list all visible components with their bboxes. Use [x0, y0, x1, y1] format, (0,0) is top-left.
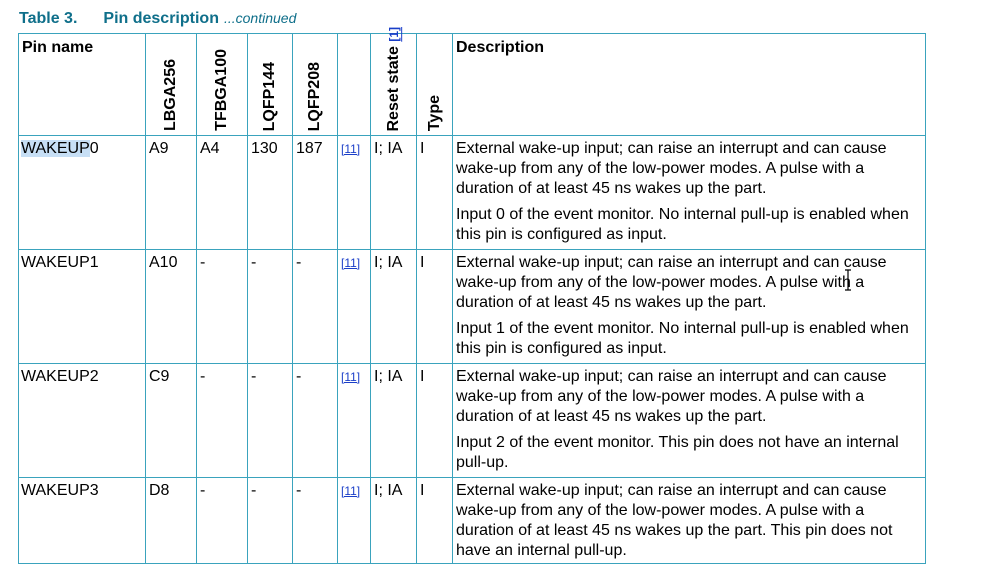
lbga256-cell: A10 [146, 250, 197, 364]
reset-state-cell: I; IA [371, 364, 417, 478]
table-row [19, 478, 926, 564]
lbga256-cell: D8 [146, 478, 197, 564]
header-reset-state-label: Reset state [384, 45, 402, 131]
header-pin-name: Pin name [19, 34, 146, 136]
type-cell: I [417, 250, 453, 364]
lqfp208-cell: 187 [293, 136, 338, 250]
footnote-link[interactable]: [11] [341, 484, 361, 498]
type-cell: I [417, 478, 453, 564]
table-title: Pin description [103, 10, 219, 27]
header-lqfp144-label: LQFP144 [261, 61, 278, 131]
header-type-label: Type [425, 94, 443, 131]
pin-name-cell [19, 136, 146, 250]
description-cell [453, 364, 926, 478]
ref-cell [338, 136, 371, 250]
description-paragraph: Input 1 of the event monitor. No internal pull-up is enabled when this pin is configured as input. [456, 320, 909, 357]
header-reset-state [371, 26, 417, 136]
header-tfbga100 [197, 34, 248, 136]
description-paragraph: External wake-up input; can raise an interrupt and can cause wake-up from any of the low-power modes. A pulse with a duration of at least 45 ns wakes up the part. [456, 254, 887, 311]
lqfp144-cell: - [248, 478, 293, 564]
description-cell [453, 136, 926, 250]
lbga256-cell: A9 [146, 136, 197, 250]
description-paragraph: External wake-up input; can raise an interrupt and can cause wake-up from any of the low-power modes. A pulse with a duration of at least 45 ns wakes up the part. [456, 368, 887, 425]
description-paragraph: External wake-up input; can raise an interrupt and can cause wake-up from any of the low-power modes. A pulse with a duration of at least 45 ns wakes up the part. This pin does not have an internal pull-up. [456, 482, 893, 559]
tfbga100-cell: - [197, 478, 248, 564]
table-number: Table 3. [19, 10, 78, 27]
pin-description-table [18, 26, 926, 564]
description-paragraph: Input 2 of the event monitor. This pin does not have an internal pull-up. [456, 434, 899, 471]
header-row [19, 34, 926, 136]
reset-state-cell: I; IA [371, 478, 417, 564]
ref-cell [338, 364, 371, 478]
description-cell [453, 250, 926, 364]
table-caption [19, 10, 296, 28]
description-cell [453, 478, 926, 564]
continued-label: ...continued [223, 10, 297, 26]
ref-cell [338, 478, 371, 564]
type-cell: I [417, 136, 453, 250]
tfbga100-cell: A4 [197, 136, 248, 250]
table-row [19, 250, 926, 364]
ref-cell [338, 250, 371, 364]
lqfp208-cell: - [293, 364, 338, 478]
header-tfbga100-label: TFBGA100 [213, 49, 230, 131]
table-row [19, 364, 926, 478]
header-lbga256-label: LBGA256 [162, 58, 179, 131]
table-row [19, 136, 926, 250]
type-cell: I [417, 364, 453, 478]
header-type [417, 34, 453, 136]
lqfp208-cell: - [293, 478, 338, 564]
lqfp208-cell: - [293, 250, 338, 364]
header-lqfp144 [248, 34, 293, 136]
pin-name-cell: WAKEUP3 [19, 478, 146, 564]
pin-name-cell: WAKEUP2 [19, 364, 146, 478]
tfbga100-cell: - [197, 250, 248, 364]
selected-text[interactable]: WAKEUP [21, 140, 90, 157]
lbga256-cell: C9 [146, 364, 197, 478]
description-paragraph: External wake-up input; can raise an interrupt and can cause wake-up from any of the low-power modes. A pulse with a duration of at least 45 ns wakes up the part. [456, 140, 887, 197]
footnote-link[interactable]: [11] [341, 370, 361, 384]
reset-state-cell: I; IA [371, 136, 417, 250]
header-lqfp208-label: LQFP208 [306, 61, 323, 131]
footnote-link[interactable]: [11] [341, 256, 361, 270]
header-description: Description [453, 34, 926, 136]
lqfp144-cell: 130 [248, 136, 293, 250]
lqfp144-cell: - [248, 364, 293, 478]
pin-name-cell: WAKEUP1 [19, 250, 146, 364]
footnote-link[interactable]: [11] [341, 142, 361, 156]
header-lbga256 [146, 34, 197, 136]
header-blank [338, 34, 371, 136]
header-lqfp208 [293, 34, 338, 136]
tfbga100-cell: - [197, 364, 248, 478]
lqfp144-cell: - [248, 250, 293, 364]
reset-state-cell: I; IA [371, 250, 417, 364]
description-paragraph: Input 0 of the event monitor. No internal pull-up is enabled when this pin is configured as input. [456, 206, 909, 243]
reset-state-footnote-link[interactable]: [1] [386, 26, 401, 42]
pin-name-suffix: 0 [89, 140, 99, 157]
